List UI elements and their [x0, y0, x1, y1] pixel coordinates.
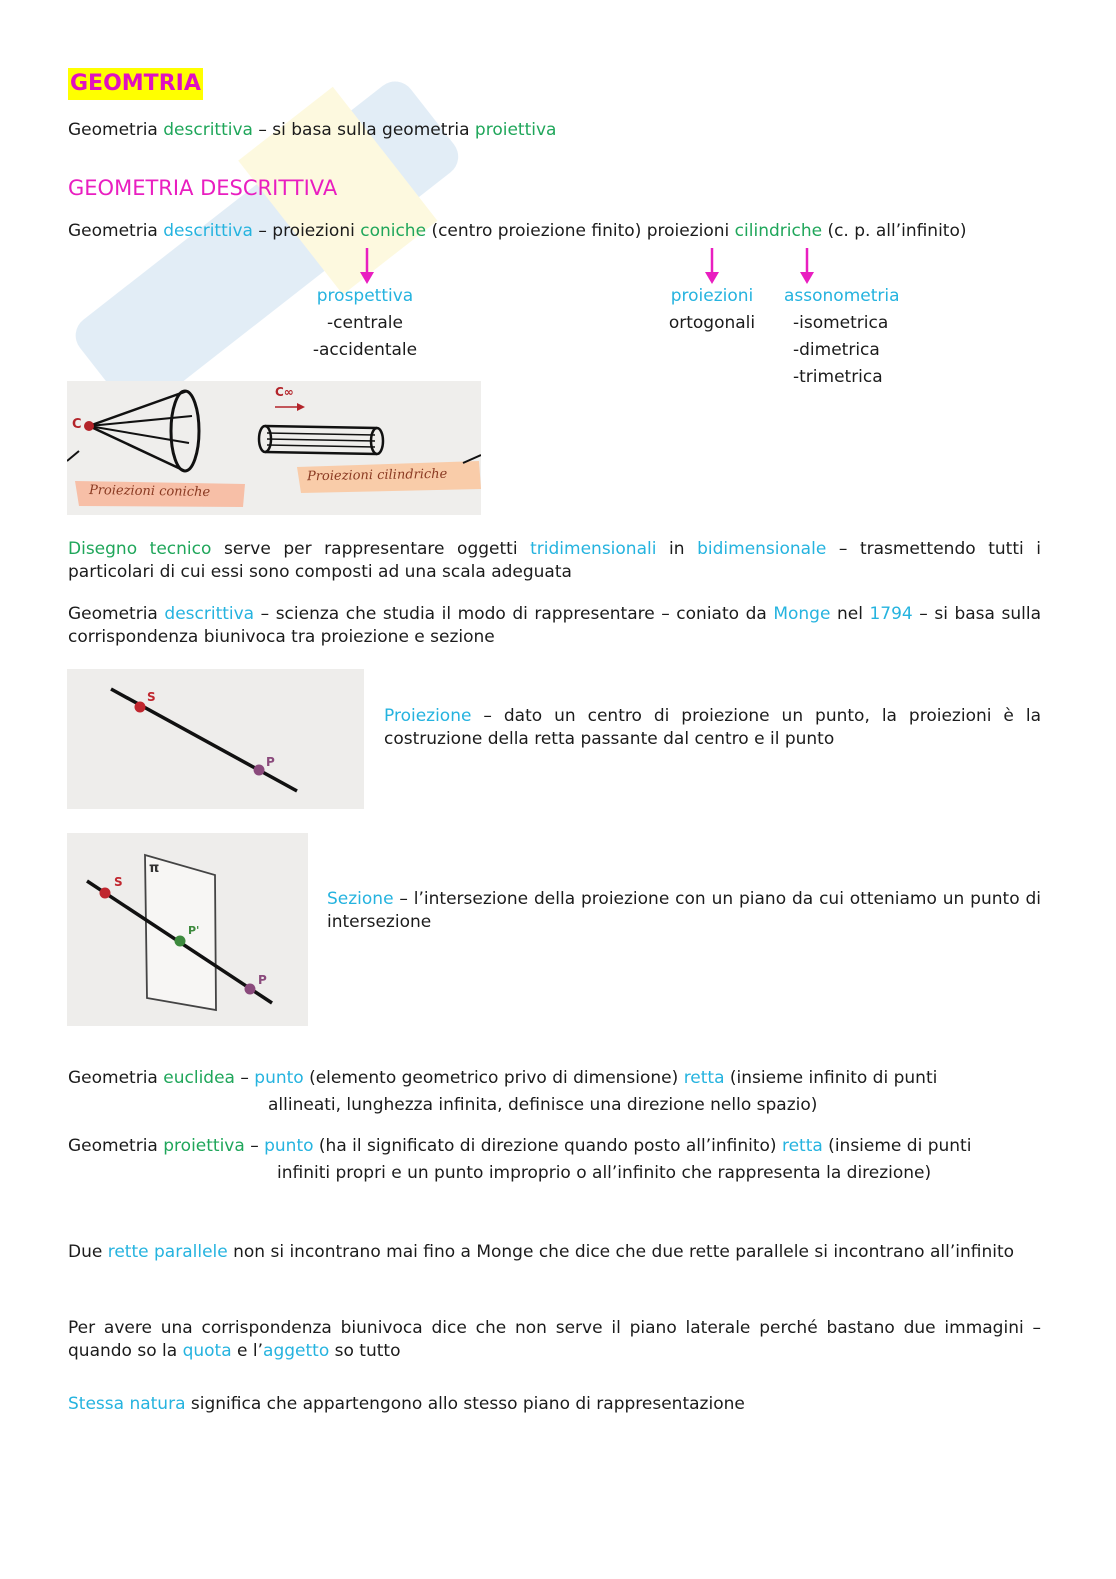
paragraph-disegno-tecnico: Disegno tecnico serve per rappresentare oggetti tridimensionali in bidimensionale – trasmettendo tutti i particolari di cui essi sono composti ad una scala adeguata — [68, 539, 1042, 582]
paragraph-proiettiva: Geometria proiettiva – punto (ha il significato di direzione quando posto all’infinito) retta (insieme di punti — [68, 1136, 972, 1156]
paragraph-sezione: Sezione – l’intersezione della proiezione con un piano da cui otteniamo un punto di intersezione — [327, 889, 1041, 932]
label-plane-pi: π — [149, 861, 160, 876]
label-point-c: C — [72, 417, 82, 432]
label-cylindrical-projections: Proiezioni cilindriche — [306, 466, 448, 485]
label-point-s: S — [114, 875, 123, 889]
paragraph-euclidea-cont: allineati, lunghezza infinita, definisce una direzione nello spazio) — [268, 1095, 818, 1115]
branch-assonometria: assonometria -isometrica -dimetrica -trimetrica — [784, 286, 900, 387]
branch-prospettiva: prospettiva -centrale -accidentale — [312, 286, 418, 360]
label-point-p: P — [258, 973, 267, 987]
figure-projection-line — [67, 669, 364, 809]
label-point-s: S — [147, 690, 156, 704]
figure-projections — [67, 381, 481, 515]
figure-section-plane — [67, 833, 308, 1026]
arrow-down-icon — [700, 246, 724, 286]
label-conic-projections: Proiezioni coniche — [88, 482, 211, 501]
paragraph-proiettiva-cont: infiniti propri e un punto improprio o all’infinito che rappresenta la direzione) — [277, 1163, 932, 1183]
paragraph-proiezione: Proiezione – dato un centro di proiezione un punto, la proiezioni è la costruzione della retta passante dal centro e il punto — [384, 706, 1041, 749]
projection-line-drawing — [67, 669, 364, 809]
paragraph-monge: Geometria descrittiva – scienza che studia il modo di rappresentare – coniato da Monge nel 1794 – si basa sulla corrispondenza biunivoca tra proiezione e sezione — [68, 604, 1041, 647]
page-title: GEOMTRIA — [68, 68, 203, 100]
arrow-down-icon — [795, 246, 819, 286]
paragraph-biunivoca: Per avere una corrispondenza biunivoca dice che non serve il piano laterale perché bastano due immagini – quando so la quota e l’aggetto so tutto — [68, 1318, 1041, 1361]
paragraph-euclidea: Geometria euclidea – punto (elemento geometrico privo di dimensione) retta (insieme infinito di punti — [68, 1068, 938, 1088]
arrow-down-icon — [355, 246, 379, 286]
label-point-p-prime: P' — [188, 924, 200, 937]
label-c-infinity: C∞ — [275, 385, 294, 399]
intro-line: Geometria descrittiva – si basa sulla geometria proiettiva — [68, 120, 557, 140]
paragraph-stessa-natura: Stessa natura significa che appartengono allo stesso piano di rappresentazione — [68, 1394, 745, 1414]
section-heading: GEOMETRIA DESCRITTIVA — [68, 176, 338, 200]
projections-line: Geometria descrittiva – proiezioni coniche (centro proiezione finito) proiezioni cilindriche (c. p. all’infinito) — [68, 221, 967, 241]
label-point-p: P — [266, 755, 275, 769]
paragraph-rette-parallele: Due rette parallele non si incontrano mai fino a Monge che dice che due rette parallele si incontrano all’infinito — [68, 1242, 1015, 1262]
branch-ortogonali: proiezioni ortogonali — [668, 286, 756, 333]
